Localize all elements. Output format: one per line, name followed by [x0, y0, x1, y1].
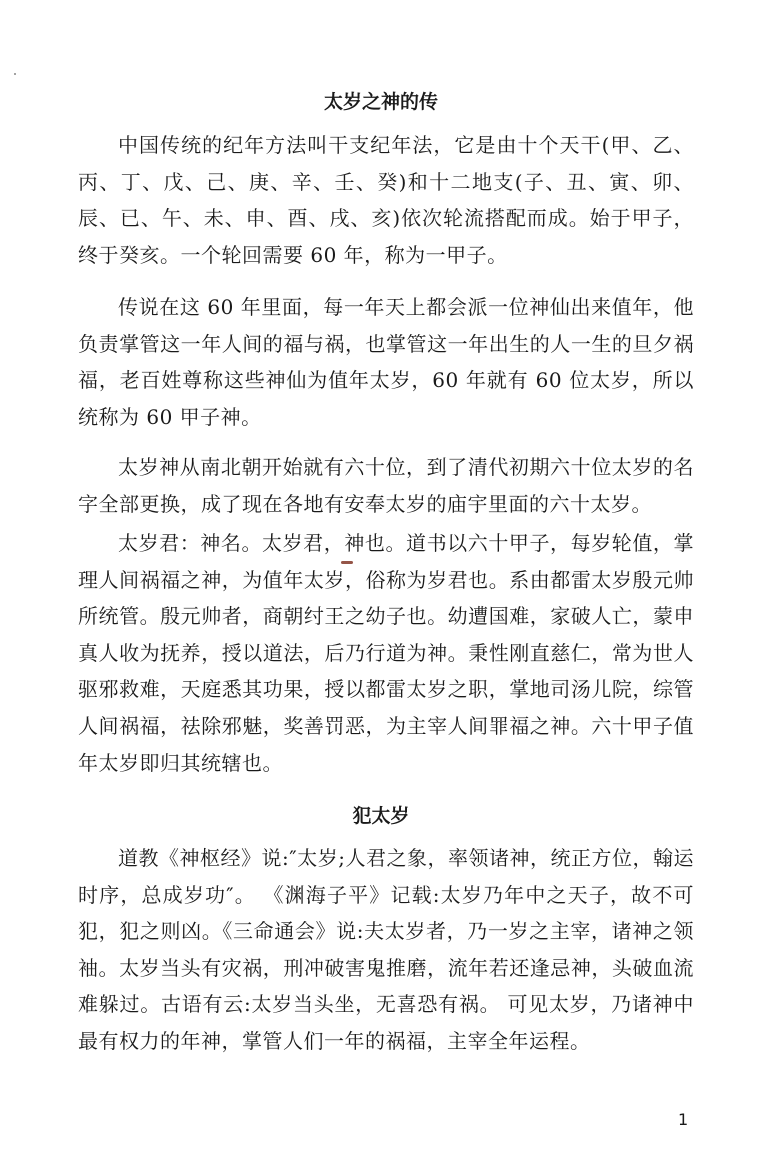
ink-mark: [341, 561, 353, 564]
paragraph-offending-taisui: 道教《神枢经》说:″太岁;人君之象，率领诸神，统正方位，翰运时序，总成岁功″。 《渊海子平》记载:太岁乃年中之天子，故不可犯，犯之则凶。《三命通会》说:夫太岁者，乃一岁之主宰，诸神之领袖。太岁当头有灾祸，刑冲破害鬼推磨，流年若还逢忌神，头破血流难躲过。古语有云:太岁当头坐，无喜恐有祸。 可见太岁，乃诸神中最有权力的年神，掌管人们一年的祸福，主宰全年运程。: [78, 846, 694, 1053]
paragraph-taisui-jun: 太岁君：神名。太岁君，神也。道书以六十甲子，每岁轮值，掌理人间祸福之神，为值年太岁，俗称为岁君也。系由都雷太岁殷元帅所统管。殷元帅者，商朝纣王之幼子也。幼遭国难，家破人亡，蒙申真人收为抚养，授以道法，后乃行道为神。秉性刚直慈仁，常为世人驱邪救难，天庭悉其功果，授以都雷太岁之职，掌地司汤儿院，综管人间祸福，祛除邪魅，奖善罚恶，为主宰人间罪福之神。六十甲子值年太岁即归其统辖也。: [78, 531, 694, 775]
paragraph-taisui-history: 太岁神从南北朝开始就有六十位，到了清代初期六十位太岁的名字全部更换，成了现在各地有安奉太岁的庙宇里面的六十太岁。: [78, 455, 694, 516]
paragraph-legend-sixty-gods: 传说在这 60 年里面，每一年天上都会派一位神仙出来值年，他负责掌管这一年人间的福与祸，也掌管这一年出生的人一生的旦夕祸福，老百姓尊称这些神仙为值年太岁，60 年就有 60 位太岁，所以统称为 60 甲子神。: [78, 295, 694, 429]
paragraph-ganzhi-calendar: 中国传统的纪年方法叫干支纪年法，它是由十个天干(甲、乙、丙、丁、戊、己、庚、辛、壬、癸)和十二地支(子、丑、寅、卯、辰、已、午、未、申、酉、戌、亥)依次轮流搭配而成。始于甲子，终于癸亥。一个轮回需要 60 年，称为一甲子。: [78, 133, 694, 267]
scan-speck: [14, 73, 16, 75]
section-title-offending-taisui: 犯太岁: [352, 805, 410, 827]
section-title-taisui-god: 太岁之神的传: [323, 91, 438, 113]
page-number: 1: [678, 1110, 689, 1129]
